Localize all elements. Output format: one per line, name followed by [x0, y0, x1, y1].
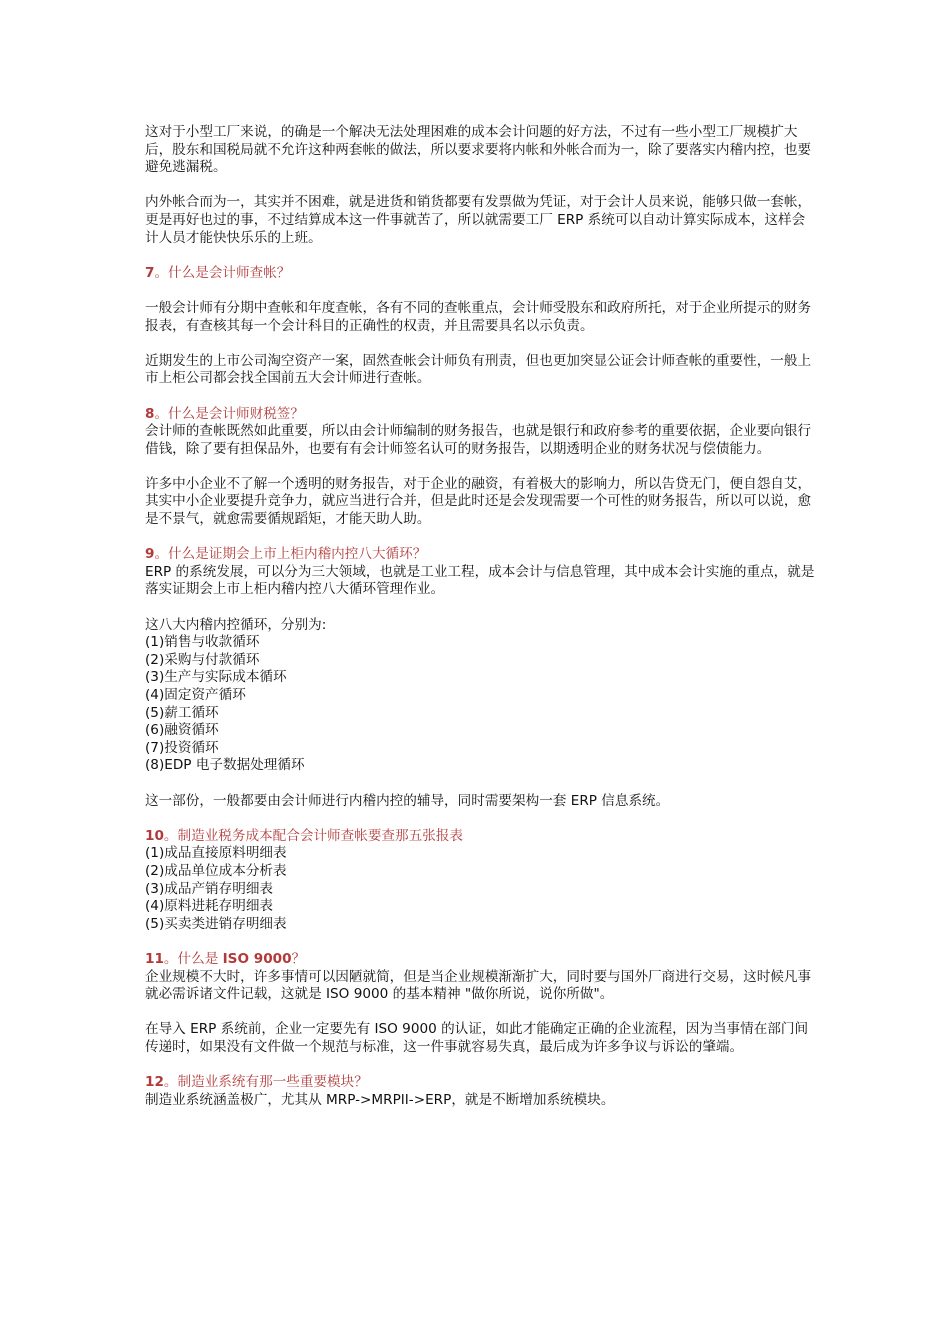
paragraph: 这八大内稽内控循环，分别为:	[145, 616, 327, 633]
list-item: (1)销售与收款循环	[145, 634, 260, 651]
paragraph: 在导入 ERP 系统前，企业一定要先有 ISO 9000 的认证，如此才能确定正确的企业流程，因为当事情在部门间传递时，如果没有文件做一个规范与标准，这一件事就容易失真，最后成为许多争议与诉讼的肇端。	[145, 1021, 809, 1055]
paragraph: 制造业系统涵盖极广，尤其从 MRP->MRPII->ERP，就是不断增加系统模块。	[145, 1091, 615, 1108]
list-item: (4)固定资产循环	[145, 687, 246, 703]
list-item: (1)成品直接原料明细表	[145, 845, 287, 862]
section-title: 。什么是	[163, 950, 223, 967]
paragraph: 许多中小企业不了解一个透明的财务报告，对于企业的融资，有着极大的影响力，所以告贷无门，便自怨自艾，其实中小企业要提升竞争力，就应当进行合并，但是此时还是会发现需要一个可性的财务报告，所以可以说，愈是不景气，就愈需要循规蹈矩，才能天助人助。	[145, 475, 812, 528]
section-title: 。什么是会计师财税签？	[154, 405, 304, 422]
section-heading-12	[145, 1074, 817, 1092]
paragraph: 会计师的查帐既然如此重要，所以由会计师编制的财务报告，也就是银行和政府参考的重要依据，企业要向银行借钱，除了要有担保品外，也要有有会计师签名认可的财务报告，以期透明企业的财务状况与偿债能力。	[145, 423, 812, 457]
section-number: 8	[145, 405, 155, 422]
paragraph: 这一部份，一般都要由会计师进行内稽内控的辅导，同时需要架构一套 ERP 信息系统。	[145, 792, 670, 809]
list-item: (8)EDP 电子数据处理循环	[145, 757, 305, 774]
paragraph: ERP 的系统发展，可以分为三大领域，也就是工业工程，成本会计与信息管理，其中成本会计实施的重点，就是落实证期会上市上柜内稽内控八大循环管理作业。	[145, 563, 815, 598]
document-body	[145, 124, 817, 1127]
section-title: 。什么是证期会上市上柜内稽内控八大循环？	[154, 546, 427, 563]
section-number: 12	[145, 1074, 164, 1091]
paragraph: 近期发生的上市公司淘空资产一案，固然查帐会计师负有刑责，但也更加突显公证会计师查帐的重要性，一般上市上柜公司都会找全国前五大会计师进行查帐。	[145, 352, 812, 387]
section-title-emphasis: ISO 9000	[222, 950, 292, 967]
section-title: 。制造业系统有那一些重要模块？	[163, 1074, 368, 1091]
section-heading-8	[145, 406, 817, 424]
list-item: (7)投资循环	[145, 739, 219, 756]
list-item: (4)原料进耗存明细表	[145, 898, 274, 915]
list-item: (3)生产与实际成本循环	[145, 669, 287, 686]
section-title-end: ？	[291, 950, 306, 967]
section-number: 9	[145, 546, 155, 563]
section-heading-11	[145, 951, 817, 969]
list-item: (5)买卖类进销存明细表	[145, 915, 287, 932]
paragraph: 一般会计师有分期中查帐和年度查帐，各有不同的查帐重点，会计师受股东和政府所托，对于企业所提示的财务报表，有查核其每一个会计科目的正确性的权责，并且需要具名以示负责。	[145, 299, 812, 334]
section-number: 7	[145, 264, 155, 281]
report-list	[145, 845, 817, 933]
cycle-list	[145, 634, 817, 775]
list-item: (2)采购与付款循环	[145, 651, 260, 668]
section-title: 。制造业税务成本配合会计师查帐要查那五张报表	[163, 827, 463, 844]
section-heading-9	[145, 546, 817, 564]
section-number: 11	[145, 950, 164, 967]
paragraph: 企业规模不大时，许多事情可以因陋就简，但是当企业规模渐渐扩大，同时要与国外厂商进行交易，这时候凡事就必需诉诸文件记载，这就是 ISO 9000 的基本精神 "做你所说，说你所做"。	[145, 968, 812, 1003]
list-item: (3)成品产销存明细表	[145, 880, 274, 897]
section-heading-10	[145, 828, 817, 846]
section-heading-7	[145, 265, 817, 283]
paragraph: 这对于小型工厂来说，的确是一个解决无法处理困难的成本会计问题的好方法，不过有一些小型工厂规模扩大后，股东和国税局就不允许这种两套帐的做法，所以要求要将内帐和外帐合而为一，除了要落实内稽内控，也要避免逃漏税。	[145, 124, 812, 176]
section-title: 。什么是会计师查帐？	[154, 264, 291, 281]
list-item: (5)薪工循环	[145, 704, 219, 721]
list-item: (2)成品单位成本分析表	[145, 862, 287, 879]
paragraph: 内外帐合而为一，其实并不困难，就是进货和销货都要有发票做为凭证，对于会计人员来说，能够只做一套帐，更是再好也过的事，不过结算成本这一件事就苦了，所以就需要工厂 ERP 系统可以自动计算实际成本，这样会计人员才能快快乐乐的上班。	[145, 194, 812, 246]
section-number: 10	[145, 827, 164, 844]
list-item: (6)融资循环	[145, 722, 219, 739]
